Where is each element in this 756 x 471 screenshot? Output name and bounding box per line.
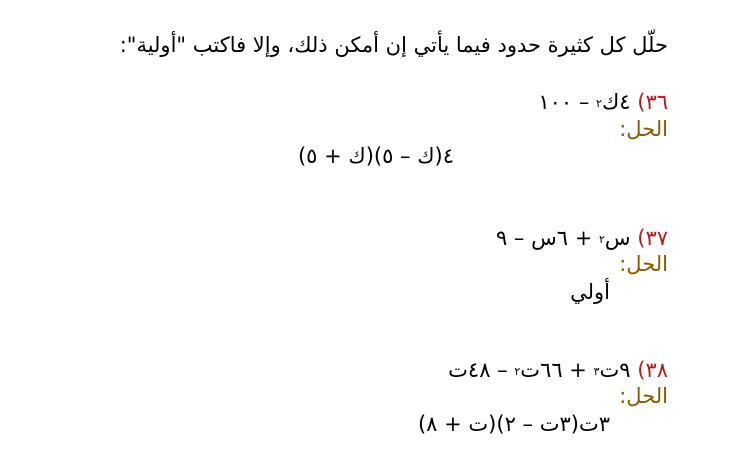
exponent: ٢ [598,233,605,246]
expr-part: س [604,226,631,250]
problem-36 [538,88,668,116]
expr-part: + ٦٦ت [520,358,594,382]
expr-part: ٩ت [599,358,631,382]
problem-38 [448,356,668,384]
expr-part: – ٤٨ت [448,358,515,382]
problem-37 [496,224,668,252]
expr-part: + ٦س – ٩ [495,226,599,250]
problem-number: ٣٧) [637,226,668,250]
exponent: ٢ [596,97,602,110]
instruction-text: حلّل كل كثيرة حدود فيما يأتي إن أمكن ذلك، وإلا فاكتب "أولية": [119,33,668,57]
expr-part: – ١٠٠ [538,90,597,114]
solution-answer-38: ٣ت(٣ت – ٢)(ت + ٨) [417,412,610,436]
expr-part: ٤ك [601,90,631,114]
solution-answer-37: أولي [570,280,610,304]
solution-answer-36: ٤(ك – ٥)(ك + ٥) [297,144,454,168]
solution-label: الحل: [619,252,668,276]
solution-label: الحل: [619,117,668,141]
problem-number: ٣٨) [637,358,668,382]
solution-label: الحل: [619,384,668,408]
exponent: ٢ [514,365,521,378]
exponent: ٣ [593,365,600,378]
problem-number: ٣٦) [637,90,668,114]
